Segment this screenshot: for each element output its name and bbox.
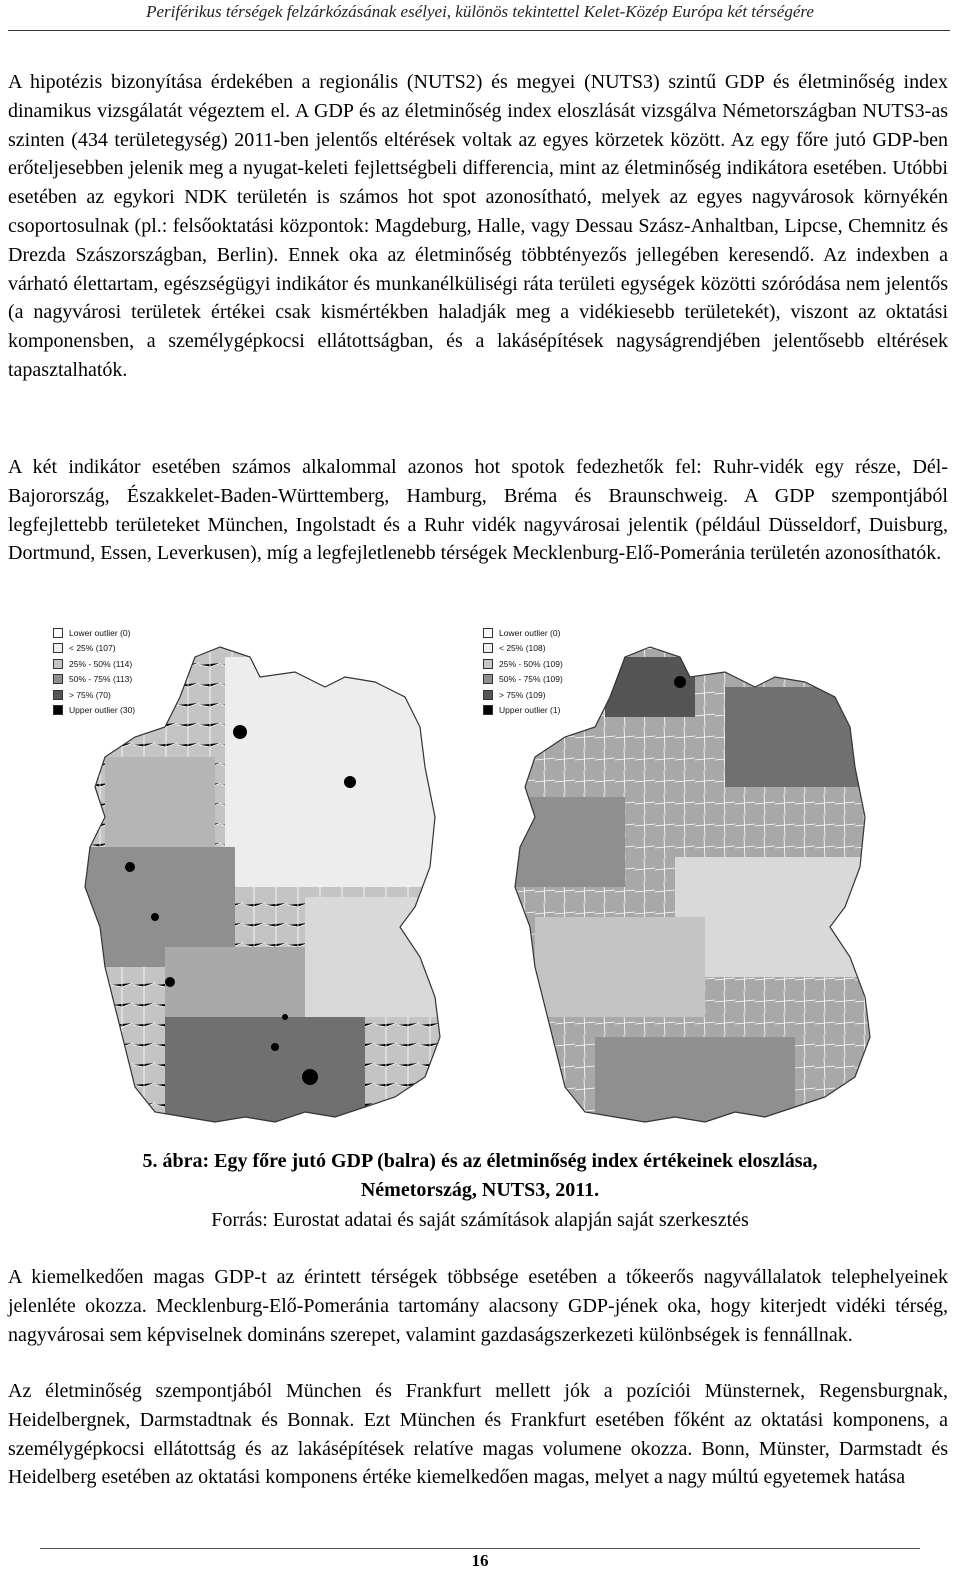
legend-item: 25% - 50% (114) <box>53 656 135 672</box>
quality-of-life-map <box>475 617 918 1142</box>
legend-item: < 25% (107) <box>53 641 135 657</box>
figure-caption-title: 5. ábra: Egy főre jutó GDP (balra) és az életminőség index értékeinek eloszlása, <box>142 1150 818 1172</box>
quality-of-life-map-legend <box>483 625 563 718</box>
header-rule <box>8 30 950 31</box>
figure-caption-subtitle: Németország, NUTS3, 2011. <box>360 1179 600 1201</box>
paragraph-3: A kiemelkedően magas GDP-t az érintett térségek többsége esetében a tőkeerős nagyvállalatok telephelyeinek jelenléte okozza. Mecklenburg-Elő-Pomeránia tartomány alacsony GDP-jének oka, hogy kiterjedt vidéki térség, nagyvárosai sem képviselnek domináns szerepet, valamint gazdaságszerkezeti különbségek is fennállnak. <box>8 1266 948 1346</box>
footer-rule <box>40 1548 920 1549</box>
legend-item: Lower outlier (0) <box>53 625 135 641</box>
paragraph-1: A hipotézis bizonyítása érdekében a regionális (NUTS2) és megyei (NUTS3) szintű GDP és életminőség index dinamikus vizsgálatát végeztem el. A GDP és az életminőség index eloszlását vizsgálva Németországban NUTS3-as szinten (434 területegység) 2011-ben jelentős eltérések voltak az egyes körzetek között. Az egy főre jutó GDP-ben erőteljesebben jelenik meg a nyugat-keleti fejlettségbeli differencia, mint az életminőség indikátora esetében. Utóbbi esetében az egykori NDK területén is számos hot spot azonosítható, melyek az egyes nagyvárosok környékén csoportosulnak (pl.: felsőoktatási központok: Magdeburg, Halle, vagy Dessau Szász-Anhaltban, Lipcse, Chemnitz és Drezda Szászországban, Berlin). Ennek oka az életminőség többtényezős jellegében keresendő. Az indexben a várható élettartam, egészségügyi indikátor és munkanélküliségi ráta területi egységek közötti szóródása nem jelentős (a nagyvárosi területek értékei csak kismértékben haladják meg a vidékiesebb területekét), viszont az oktatási komponensben, a személygépkocsi ellátottságban, és a lakásépítések nagyságrendjében jelentősebb eltérések tapasztalhatók. <box>8 71 948 381</box>
legend-item: > 75% (70) <box>53 687 135 703</box>
figure-source: Forrás: Eurostat adatai és saját számítások alapján saját szerkesztés <box>211 1209 749 1231</box>
legend-item: 50% - 75% (113) <box>53 672 135 688</box>
legend-item: 25% - 50% (109) <box>483 656 563 672</box>
legend-item: < 25% (108) <box>483 641 563 657</box>
gdp-map <box>45 617 488 1142</box>
legend-item: 50% - 75% (109) <box>483 672 563 688</box>
legend-item: Upper outlier (1) <box>483 703 563 719</box>
paragraph-2: A két indikátor esetében számos alkalommal azonos hot spotok fedezhetők fel: Ruhr-vidék egy része, Dél-Bajorország, Északkelet-Baden-Württemberg, Hamburg, Bréma és Braunschweig. A GDP szempontjából legfejlettebb területeket München, Ingolstadt és a Ruhr vidék nagyvárosai jelentik (például Düsseldorf, Duisburg, Dortmund, Essen, Leverkusen), míg a legfejletlenebb térségek Mecklenburg-Elő-Pomeránia területén azonosíthatók. <box>8 456 948 565</box>
legend-item: Lower outlier (0) <box>483 625 563 641</box>
legend-item: Upper outlier (30) <box>53 703 135 719</box>
running-header: Periférikus térségek felzárkózásának esélyei, különös tekintettel Kelet-Közép Európa két térségére <box>146 2 814 21</box>
paragraph-4: Az életminőség szempontjából München és Frankfurt mellett jók a pozíciói Münsternek, Regensburgnak, Heidelbergnek, Darmstadtnak és Bonnak. Ezt München és Frankfurt esetében főként az oktatási komponens, a személygépkocsi ellátottság és az lakásépítések relatíve magas volumene okozza. Bonn, Münster, Darmstadt és Heidelberg esetében az oktatási komponens értéke kiemelkedően magas, melyet a nagy múltú egyetemek hatása <box>8 1380 948 1489</box>
page-number: 16 <box>471 1551 489 1570</box>
gdp-map-legend <box>53 625 135 718</box>
legend-item: > 75% (109) <box>483 687 563 703</box>
